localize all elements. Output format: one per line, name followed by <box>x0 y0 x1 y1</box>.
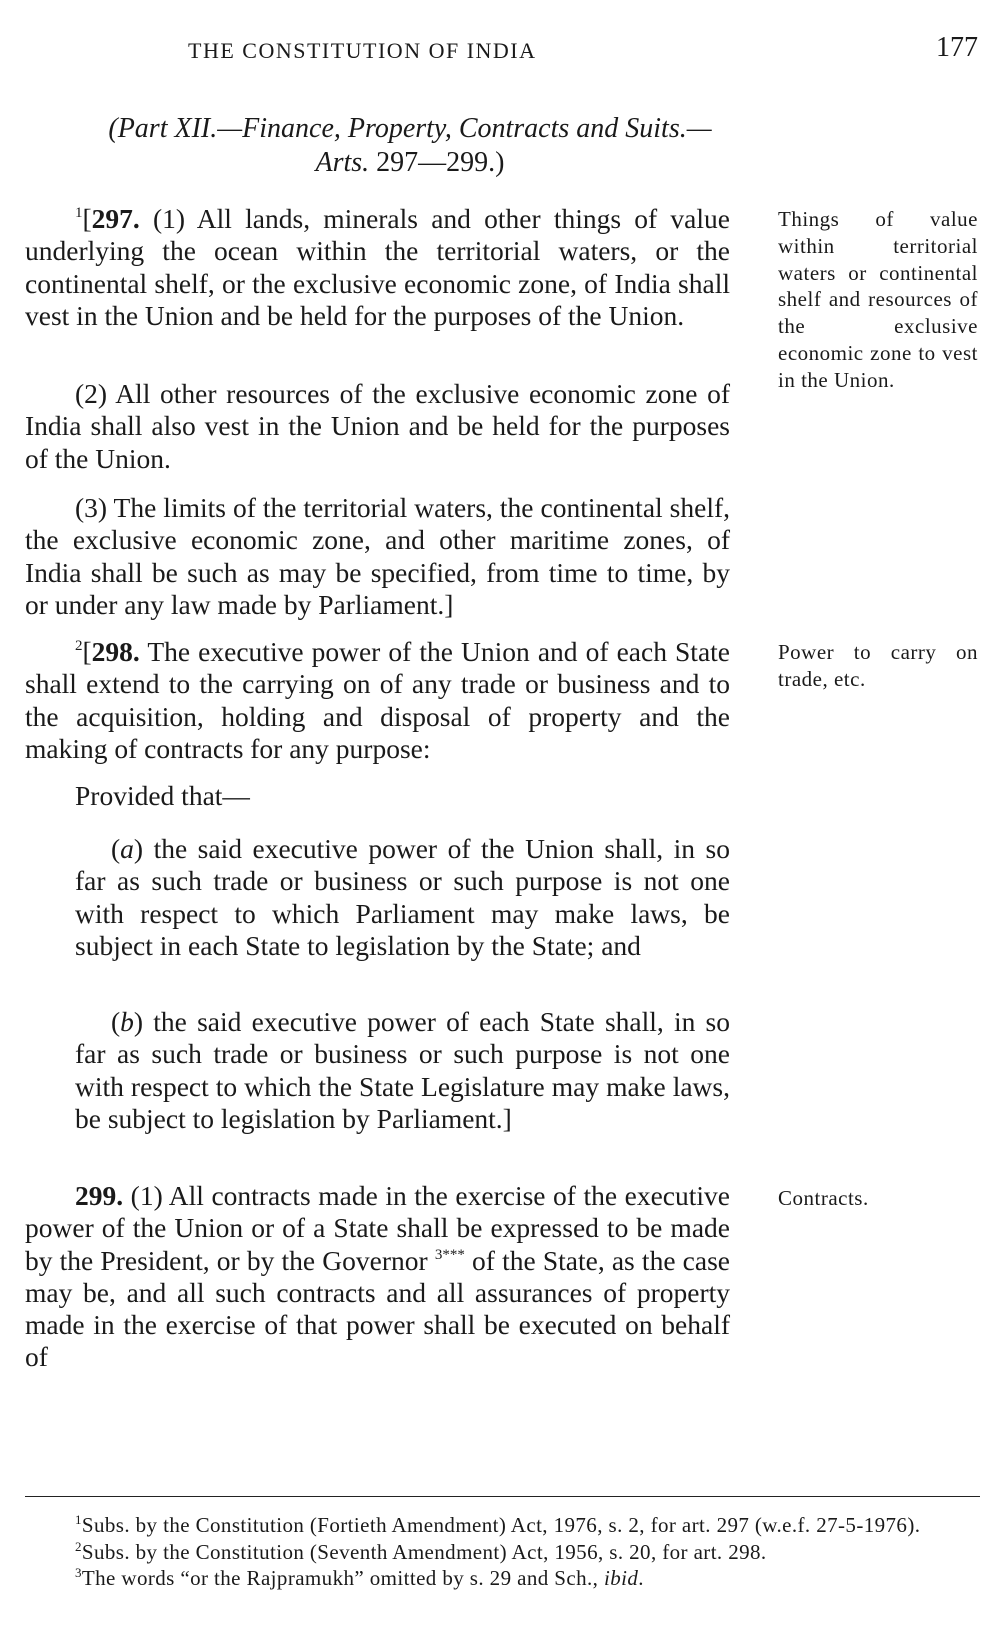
footnote-2-text: Subs. by the Constitution (Seventh Amendment) Act, 1956, s. 20, for art. 298. <box>81 1539 767 1564</box>
footnote-3-period: . <box>638 1566 644 1590</box>
article-298 <box>25 636 730 765</box>
article-297-clause-1 <box>25 203 730 332</box>
footnote-3-text: The words “or the Rajpramukh” omitted by s. 29 and Sch., <box>81 1566 604 1590</box>
part-heading-line1: (Part XII.—Finance, Property, Contracts and Suits.— <box>108 113 712 144</box>
footnote-2-marker: 2 <box>75 1538 82 1554</box>
article-297-clause-3-block <box>25 492 730 621</box>
footnote-1 <box>25 1512 980 1539</box>
footnote-1-marker: 1 <box>75 1512 82 1527</box>
article-299-text <box>25 1180 730 1374</box>
omission-asterisks: *** <box>442 1246 465 1263</box>
article-298-body: The executive power of the Union and of each State shall extend to the carrying on of any trade or business and to the acquisition, holding and disposal of property and the making of contracts for any purpose: <box>25 636 730 764</box>
footnote-divider <box>25 1496 980 1497</box>
footnotes <box>25 1512 980 1592</box>
item-b-text: ) the said executive power of each State shall, in so far as such trade or business or such purpose is not one with respect to which the State Legislature may make laws, be subject to legislation by Parliament.] <box>75 1006 730 1134</box>
item-b-open-paren: ( <box>111 1006 121 1037</box>
amendment-open-bracket: [ <box>82 203 92 234</box>
footnote-ref-1: 1 <box>75 205 83 221</box>
article-297-clause-2: (2) All other resources of the exclusive economic zone of India shall also vest in the Union and be held for the purposes of the Union. <box>25 378 730 474</box>
article-299-number: 299. <box>75 1180 124 1211</box>
marginal-note-299: Contracts. <box>778 1186 869 1210</box>
footnote-ref-2: 2 <box>75 638 83 654</box>
footnote-3-marker: 3 <box>75 1565 82 1580</box>
footnote-3-ibid: ibid <box>603 1566 639 1590</box>
item-b-letter: b <box>120 1006 134 1037</box>
article-299-text-before: (1) All contracts made in the exercise of the executive power of the Union or of a State shall be expressed to be made by the President, or by the Governor <box>25 1180 730 1276</box>
article-299-text-after: of the State, as the case may be, and all such contracts and all assurances of property made in the exercise of that power shall be executed on behalf of <box>25 1244 730 1373</box>
footnote-2 <box>25 1539 980 1566</box>
footnote-ref-3-number: 3 <box>434 1246 443 1263</box>
footnote-1-text: Subs. by the Constitution (Fortieth Amendment) Act, 1976, s. 2, for art. 297 (w.e.f. 27-5-1976). <box>81 1513 921 1537</box>
part-heading-line2 <box>60 146 760 180</box>
item-a-open-paren: ( <box>111 833 121 864</box>
footnote-3 <box>25 1565 980 1592</box>
item-a-text: ) the said executive power of the Union shall, in so far as such trade or business or such purpose is not one with respect to which Parliament may make laws, be subject in each State to legislation by the State; and <box>75 833 730 961</box>
part-heading-arts-label: Arts. <box>315 147 377 178</box>
article-298-item-b <box>25 1006 730 1135</box>
marginal-note-297: Things of value within territorial waters or continental shelf and resources of the exclusive economic zone to vest in the Union. <box>778 207 978 392</box>
item-a-letter: a <box>120 833 134 864</box>
page-number: 177 <box>936 32 978 63</box>
article-298-proviso-block <box>25 780 730 812</box>
article-297-clause-2-block <box>25 378 730 475</box>
article-297-clause-1-text: (1) All lands, minerals and other things of value underlying the ocean within the territorial waters, or the continental shelf, or the exclusive economic zone, of India shall vest in the Union and be held for the purposes of the Union. <box>25 203 730 331</box>
part-heading-arts-range: 297—299.) <box>376 147 505 178</box>
marginal-note-298: Power to carry on trade, etc. <box>778 640 978 691</box>
article-298-item-a <box>25 833 730 962</box>
article-299 <box>25 1180 730 1374</box>
part-heading <box>60 112 760 180</box>
article-298-text <box>25 636 730 765</box>
article-298-item-b-block <box>25 1006 730 1135</box>
article-297 <box>25 203 730 332</box>
article-298-number: 298. <box>91 636 140 667</box>
article-297-clause-3: (3) The limits of the territorial waters, the continental shelf, the exclusive economic zone, and other maritime zones, of India shall be such as may be specified, from time to time, by or under any law made by Parliament.] <box>25 492 730 620</box>
footnote-ref-3 <box>435 1247 465 1263</box>
article-298-proviso: Provided that— <box>75 780 250 811</box>
amendment-open-bracket: [ <box>82 636 92 667</box>
article-297-number: 297. <box>91 203 140 234</box>
article-298-item-a-block <box>25 833 730 962</box>
running-header-title: THE CONSTITUTION OF INDIA <box>188 38 537 63</box>
